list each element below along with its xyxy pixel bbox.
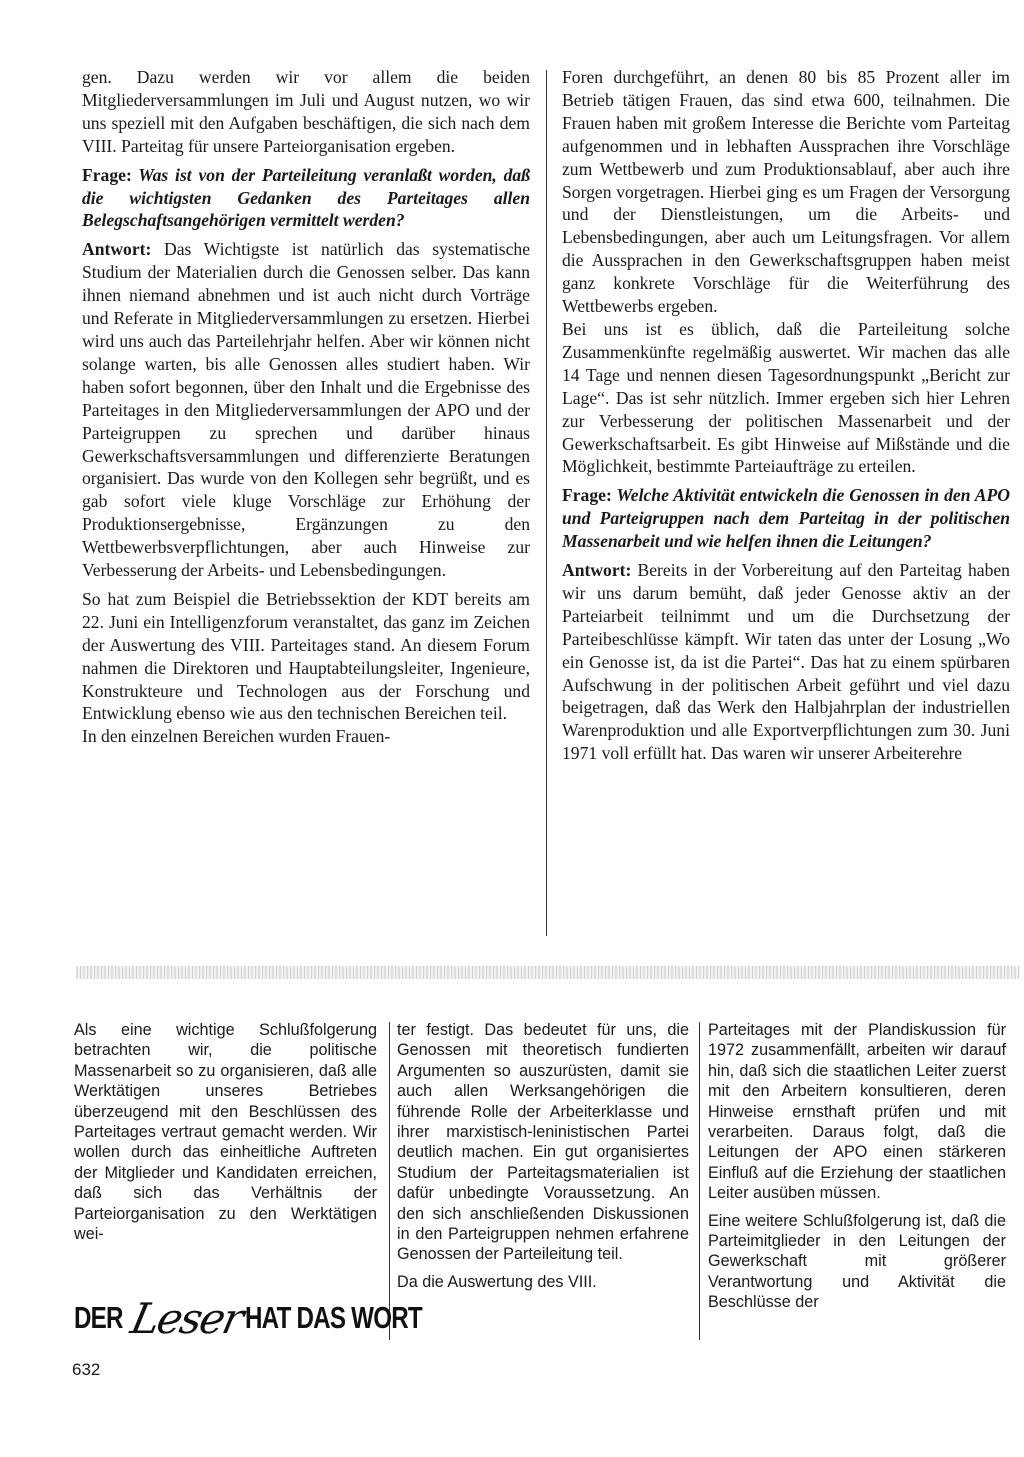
body-paragraph: Da die Auswertung des VIII. [397,1272,597,1291]
interview-question [82,164,530,233]
body-paragraph: In den einzelnen Bereichen wurden Frauen- [82,726,391,747]
upper-left-column [82,66,530,748]
column-divider [699,1022,700,1340]
lower-column-2 [397,1020,689,1292]
masthead-part-3: HAT DAS WORT [245,1300,423,1335]
interview-answer [82,238,530,582]
question-label: Frage: [82,164,132,185]
body-paragraph: ter festigt. Das bedeutet für uns, die Genossen mit theoretisch fundierten Argumenten so auszurüsten, damit sie auch allen Werksangehörigen die führende Rolle der Arbeiterklasse und ihrer marxistisch-leninistischen Partei deutlich machen. Ein gut organisiertes Studium der Parteitagsmaterialien ist dafür unbedingte Voraussetzung. An den sich anschließenden Diskussionen in den Parteigruppen nehmen erfahrene Genossen der Parteileitung teil. [397,1021,689,1264]
masthead-part-1: DER [74,1300,123,1335]
question-text: Welche Aktivität entwickeln die Genossen in den APO und Parteigruppen nach dem Parteitag in der politischen Massenarbeit und wie helfen ihnen die Leitungen? [562,485,1010,552]
answer-text: Das Wichtigste ist natürlich das systematische Studium der Materialien durch die Genossen selber. Das kann ihnen niemand abnehmen und ist auch nicht durch Vorträge und Referate in Mitgliederversammlungen zu ersetzen. Hierbei wird uns auch das Parteilehrjahr helfen. Aber wir können nicht solange warten, bis alle Genossen alles studiert haben. Wir haben sofort begonnen, über den Inhalt und die Ergebnisse des Parteitages in den Mitgliederversammlungen der APO und der Parteigruppen zu sprechen und darüber hinaus Gewerkschaftsversammlungen und differenzierte Beratungen organisiert. Das wurde von den Kollegen sehr begrüßt, und es gab sofort viele kluge Vorschläge zur Erhöhung der Produktionsergebnisse, Ergänzungen zu den Wettbewerbsverpflichtungen, aber auch Hinweise zur Verbesserung der Arbeits- und Lebensbedingungen. [82,239,530,581]
body-paragraph: Bei uns ist es üblich, daß die Parteileitung solche Zusammenkünfte regelmäßig auswertet. Wir machen das alle 14 Tage und nennen diesen Tagesordnungspunkt „Bericht zur Lage“. Das ist sehr nützlich. Immer ergeben sich hier Lehren zur Verbesserung der politischen Massenarbeit und der Gewerkschaftsarbeit. Es gibt Hinweise auf Mißstände und die Möglichkeit, bestimmte Parteiaufträge zu erteilen. [562,318,1010,477]
column-divider [389,1022,390,1340]
interview-answer [562,559,1010,765]
section-separator [76,966,1020,979]
body-paragraph: gen. Dazu werden wir vor allem die beiden Mitgliederversammlungen im Juli und August nutzen, wo wir uns speziell mit den Aufgaben beschäftigen, die sich nach dem VIII. Parteitag für unsere Parteiorganisation ergeben. [82,67,530,156]
lower-column-1 [74,1020,377,1244]
interview-question [562,484,1010,553]
answer-label: Antwort: [82,239,152,260]
answer-text: Bereits in der Vorbereitung auf den Parteitag haben wir uns darum bemüht, daß jeder Genosse aktiv an der Parteiarbeit teilnimmt und um die Durchsetzung der Parteibeschlüsse kämpft. Wir taten das unter der Losung „Wo ein Genosse ist, da ist die Partei“. Das hat zu einem spürbaren Aufschwung in der politischen Arbeit geführt und viel dazu beigetragen, daß das Werk den Halbjahrplan der industriellen Warenproduktion und alle Exportverpflichtungen zum 30. Juni 1971 voll erfüllt hat. Das waren wir unserer Arbeiterehre [562,560,1010,764]
body-paragraph: So hat zum Beispiel die Betriebssektion der KDT bereits am 22. Juni ein Intelligenzforum veranstaltet, das ganz im Zeichen der Auswertung des VIII. Parteitages stand. An diesem Forum nahmen die Direktoren und Hauptabteilungsleiter, Ingenieure, Konstrukteure und Technologen aus der Forschung und Entwicklung ebenso wie aus den technischen Bereichen teil. [82,588,530,724]
page-number: 632 [72,1360,101,1379]
column-divider [546,70,547,936]
body-paragraph: Parteitages mit der Plandiskussion für 1972 zusammenfällt, arbeiten wir darauf hin, daß sich die staatlichen Leiter zuerst mit den Arbeitern konsultieren, deren Hinweise ernsthaft prüfen und mit verarbeiten. Daraus folgt, daß die Leitungen der APO einen stärkeren Einfluß auf die Erziehung der staatlichen Leiter ausüben müssen. [708,1021,1006,1203]
question-text: Was ist von der Parteileitung veranlaßt worden, daß die wichtigsten Gedanken des Parteitages allen Belegschaftsangehörigen vermittelt werden? [82,164,530,231]
question-label: Frage: [562,485,612,506]
lower-column-3 [708,1020,1006,1313]
answer-label: Antwort: [562,560,632,581]
body-paragraph: Foren durchgeführt, an denen 80 bis 85 Prozent aller im Betrieb tätigen Frauen, das sind etwa 600, teilnahmen. Die Frauen haben mit großem Interesse die Berichte vom Parteitag aufgenommen und in lebhaften Aussprachen ihre Vorschläge zum Wettbewerb und zum Produktionsablauf, aber auch ihre Sorgen vorgetragen. Hierbei ging es um Fragen der Versorgung und der Dienstleistungen, um die Arbeits- und Lebensbedingungen, aber auch um Leitungsfragen. Vor allem die Aussprachen in den Gewerkschaftsgruppen haben meist ganz konkrete Vorschläge für die Weiterführung des Wettbewerbs ergeben. [562,67,1010,317]
section-masthead [74,1290,423,1346]
masthead-script-word: Leser [126,1293,247,1343]
upper-right-column [562,66,1010,765]
body-paragraph: Eine weitere Schlußfolgerung ist, daß die Parteimitglieder in den Leitungen der Gewerkschaft mit größerer Verantwortung und Aktivität die Beschlüsse der [708,1211,1006,1312]
body-paragraph: Als eine wichtige Schlußfolgerung betrachten wir, die politische Massenarbeit so zu organisieren, daß alle Werktätigen unseres Betriebes überzeugend mit den Beschlüssen des Parteitages vertraut gemacht werden. Wir wollen durch das einheitliche Auftreten der Mitglieder und Kandidaten erreichen, daß sich das Verhältnis der Parteiorganisation zu den Werktätigen wei- [74,1021,377,1244]
